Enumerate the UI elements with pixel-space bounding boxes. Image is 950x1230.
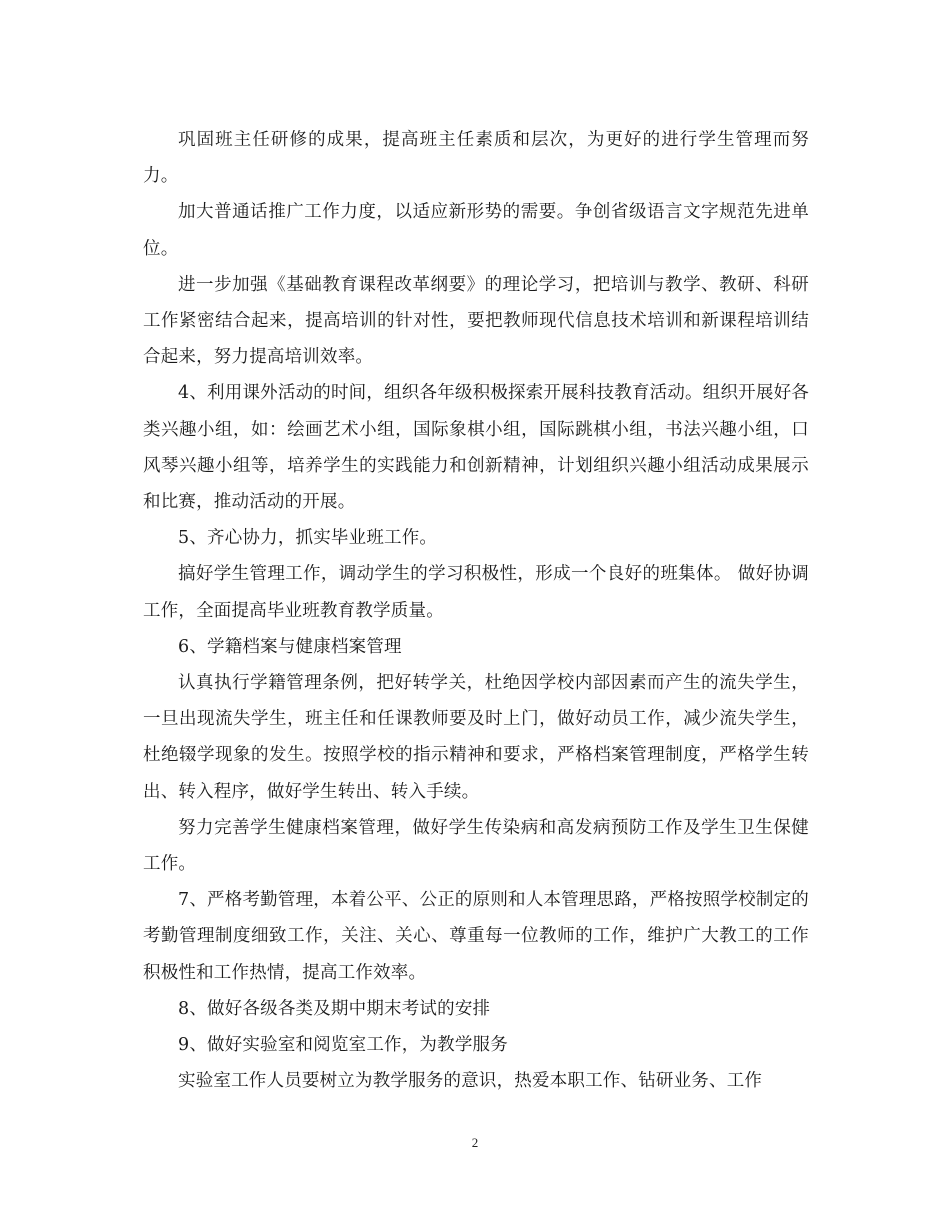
paragraph-7: 6、学籍档案与健康档案管理: [178, 636, 402, 657]
paragraph-12: 9、做好实验室和阅览室工作，为教学服务: [178, 1035, 508, 1056]
paragraph-10: 7、严格考勤管理，本着公平、公正的原则和人本管理思路，严格按照学校制定的考勤管理制度细致工作，关注、关心、尊重每一位教师的工作，维护广大教工的工作积极性和工作热情，提高工作效率。: [143, 890, 809, 983]
paragraph-4: 4、利用课外活动的时间，组织各年级积极探索开展科技教育活动。组织开展好各类兴趣小组，如：绘画艺术小组，国际象棋小组，国际跳棋小组，书法兴趣小组，口风琴兴趣小组等，培养学生的实践能力和创新精神，计划组织兴趣小组活动成果展示和比赛，推动活动的开展。: [143, 383, 809, 513]
page-number: 2: [471, 1135, 479, 1150]
paragraph-5: 5、齐心协力，抓实毕业班工作。: [178, 528, 438, 549]
paragraph-3: 进一步加强《基础教育课程改革纲要》的理论学习，把培训与教学、教研、科研工作紧密结合起来，提高培训的针对性，要把教师现代信息技术培训和新课程培训结合起来，努力提高培训效率。: [143, 274, 809, 368]
paragraph-6: 搞好学生管理工作，调动学生的学习积极性，形成一个良好的班集体。 做好协调工作，全面提高毕业班教育教学质量。: [143, 564, 809, 621]
paragraph-1: 巩固班主任研修的成果，提高班主任素质和层次，为更好的进行学生管理而努力。: [143, 130, 809, 187]
paragraph-8: 认真执行学籍管理条例，把好转学关，杜绝因学校内部因素而产生的流失学生，一旦出现流失学生，班主任和任课教师要及时上门，做好动员工作，减少流失学生，杜绝辍学现象的发生。按照学校的指示精神和要求，严格档案管理制度，严格学生转出、转入程序，做好学生转出、转入手续。: [143, 673, 809, 802]
paragraph-11: 8、做好各级各类及期中期末考试的安排: [178, 998, 491, 1019]
document-body: [143, 122, 809, 1099]
paragraph-13: 实验室工作人员要树立为教学服务的意识，热爱本职工作、钻研业务、工作: [178, 1071, 763, 1092]
paragraph-9: 努力完善学生健康档案管理，做好学生传染病和高发病预防工作及学生卫生保健工作。: [143, 817, 809, 875]
paragraph-2: 加大普通话推广工作力度，以适应新形势的需要。争创省级语言文字规范先进单位。: [143, 202, 809, 259]
